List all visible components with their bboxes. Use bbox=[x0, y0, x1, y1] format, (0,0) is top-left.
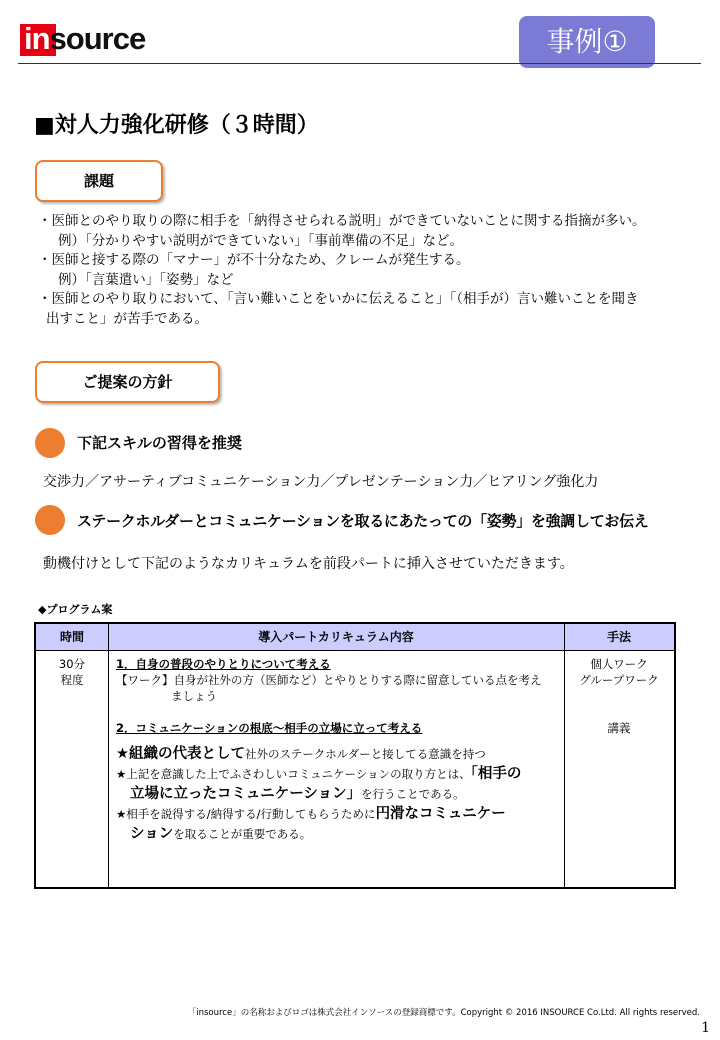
issue-line: ・医師と接する際の「マナー」が不十分なため、クレームが発生する。 bbox=[38, 252, 470, 268]
issues-list bbox=[38, 212, 698, 329]
bullet3-cont: ションを取ることが重要である。 bbox=[130, 826, 312, 842]
point2-heading: ステークホルダーとコミュニケーションを取るにあたっての「姿勢」を強調してお伝え bbox=[77, 512, 649, 530]
proposal-section-label: ご提案の方針 bbox=[35, 361, 220, 403]
method-cell: 個人ワーク グループワーク 講義 bbox=[579, 657, 659, 735]
header-divider bbox=[18, 63, 701, 64]
point2-text: 動機付けとして下記のようなカリキュラムを前段パートに挿入させていただきます。 bbox=[43, 556, 574, 572]
bullet2-cont: 立場に立ったコミュニケーション」を行うことである。 bbox=[130, 786, 465, 802]
point1-heading: 下記スキルの習得を推奨 bbox=[77, 434, 242, 452]
orange-bullet-icon bbox=[35, 428, 65, 458]
orange-bullet-icon bbox=[35, 505, 65, 535]
page-number: 1 bbox=[701, 1020, 710, 1036]
issue-example-line: 例）「言葉遣い」「姿勢」など bbox=[58, 271, 234, 288]
copyright-footer: 「insource」の名称およびロゴは株式会社インソースの登録商標です。Copyright © 2016 INSOURCE Co.Ltd. All rights reserved. bbox=[187, 1008, 700, 1018]
bullet3: ★相手を説得する/納得する/行動してもらうために円滑なコミュニケー bbox=[116, 806, 506, 822]
item2-title: 2．コミュニケーションの根底～相手の立場に立って考える bbox=[116, 721, 423, 735]
header-content: 導入パートカリキュラム内容 bbox=[258, 630, 414, 644]
program-label: ◆プログラム案 bbox=[38, 603, 113, 616]
insource-logo bbox=[20, 21, 160, 56]
page-title: ■対人力強化研修（３時間） bbox=[34, 113, 319, 138]
content-cell bbox=[116, 656, 556, 844]
issue-line: ・医師とのやり取りの際に相手を「納得させられる説明」ができていないことに関する指摘が多い。 bbox=[38, 213, 646, 229]
program-table bbox=[34, 622, 676, 889]
logo-text: insource bbox=[24, 21, 146, 56]
item1-desc-cont: ましょう bbox=[171, 689, 217, 703]
issue-example-line: 例）「分かりやすい説明ができていない」「事前準備の不足」など。 bbox=[58, 232, 463, 249]
bullet1: ★組織の代表として社外のステークホルダーと接してる意識を持つ bbox=[116, 746, 486, 762]
point1-text: 交渉力／アサーティブコミュニケーション力／プレゼンテーション力／ヒアリング強化力 bbox=[43, 474, 599, 490]
column-divider bbox=[108, 624, 109, 887]
issue-line-continued: 出すこと」が苦手である。 bbox=[46, 310, 208, 327]
header-method: 手法 bbox=[606, 630, 631, 644]
time-cell: 30分 程度 bbox=[58, 657, 86, 687]
bullet2: ★上記を意識した上でふさわしいコミュニケーションの取り方とは、「相手の bbox=[116, 766, 522, 782]
item1-desc: 【ワーク】自身が社外の方（医師など）とやりとりする際に留意している点を考え bbox=[116, 673, 542, 687]
case-badge: 事例① bbox=[519, 16, 655, 68]
header-time: 時間 bbox=[59, 630, 84, 644]
issues-section-label: 課題 bbox=[35, 160, 163, 202]
issue-line: ・医師とのやり取りにおいて、「言い難いことをいかに伝えること」「（相手が）言い難いことを聞き bbox=[38, 291, 639, 307]
item1-title: 1．自身の普段のやりとりについて考える bbox=[116, 657, 331, 671]
